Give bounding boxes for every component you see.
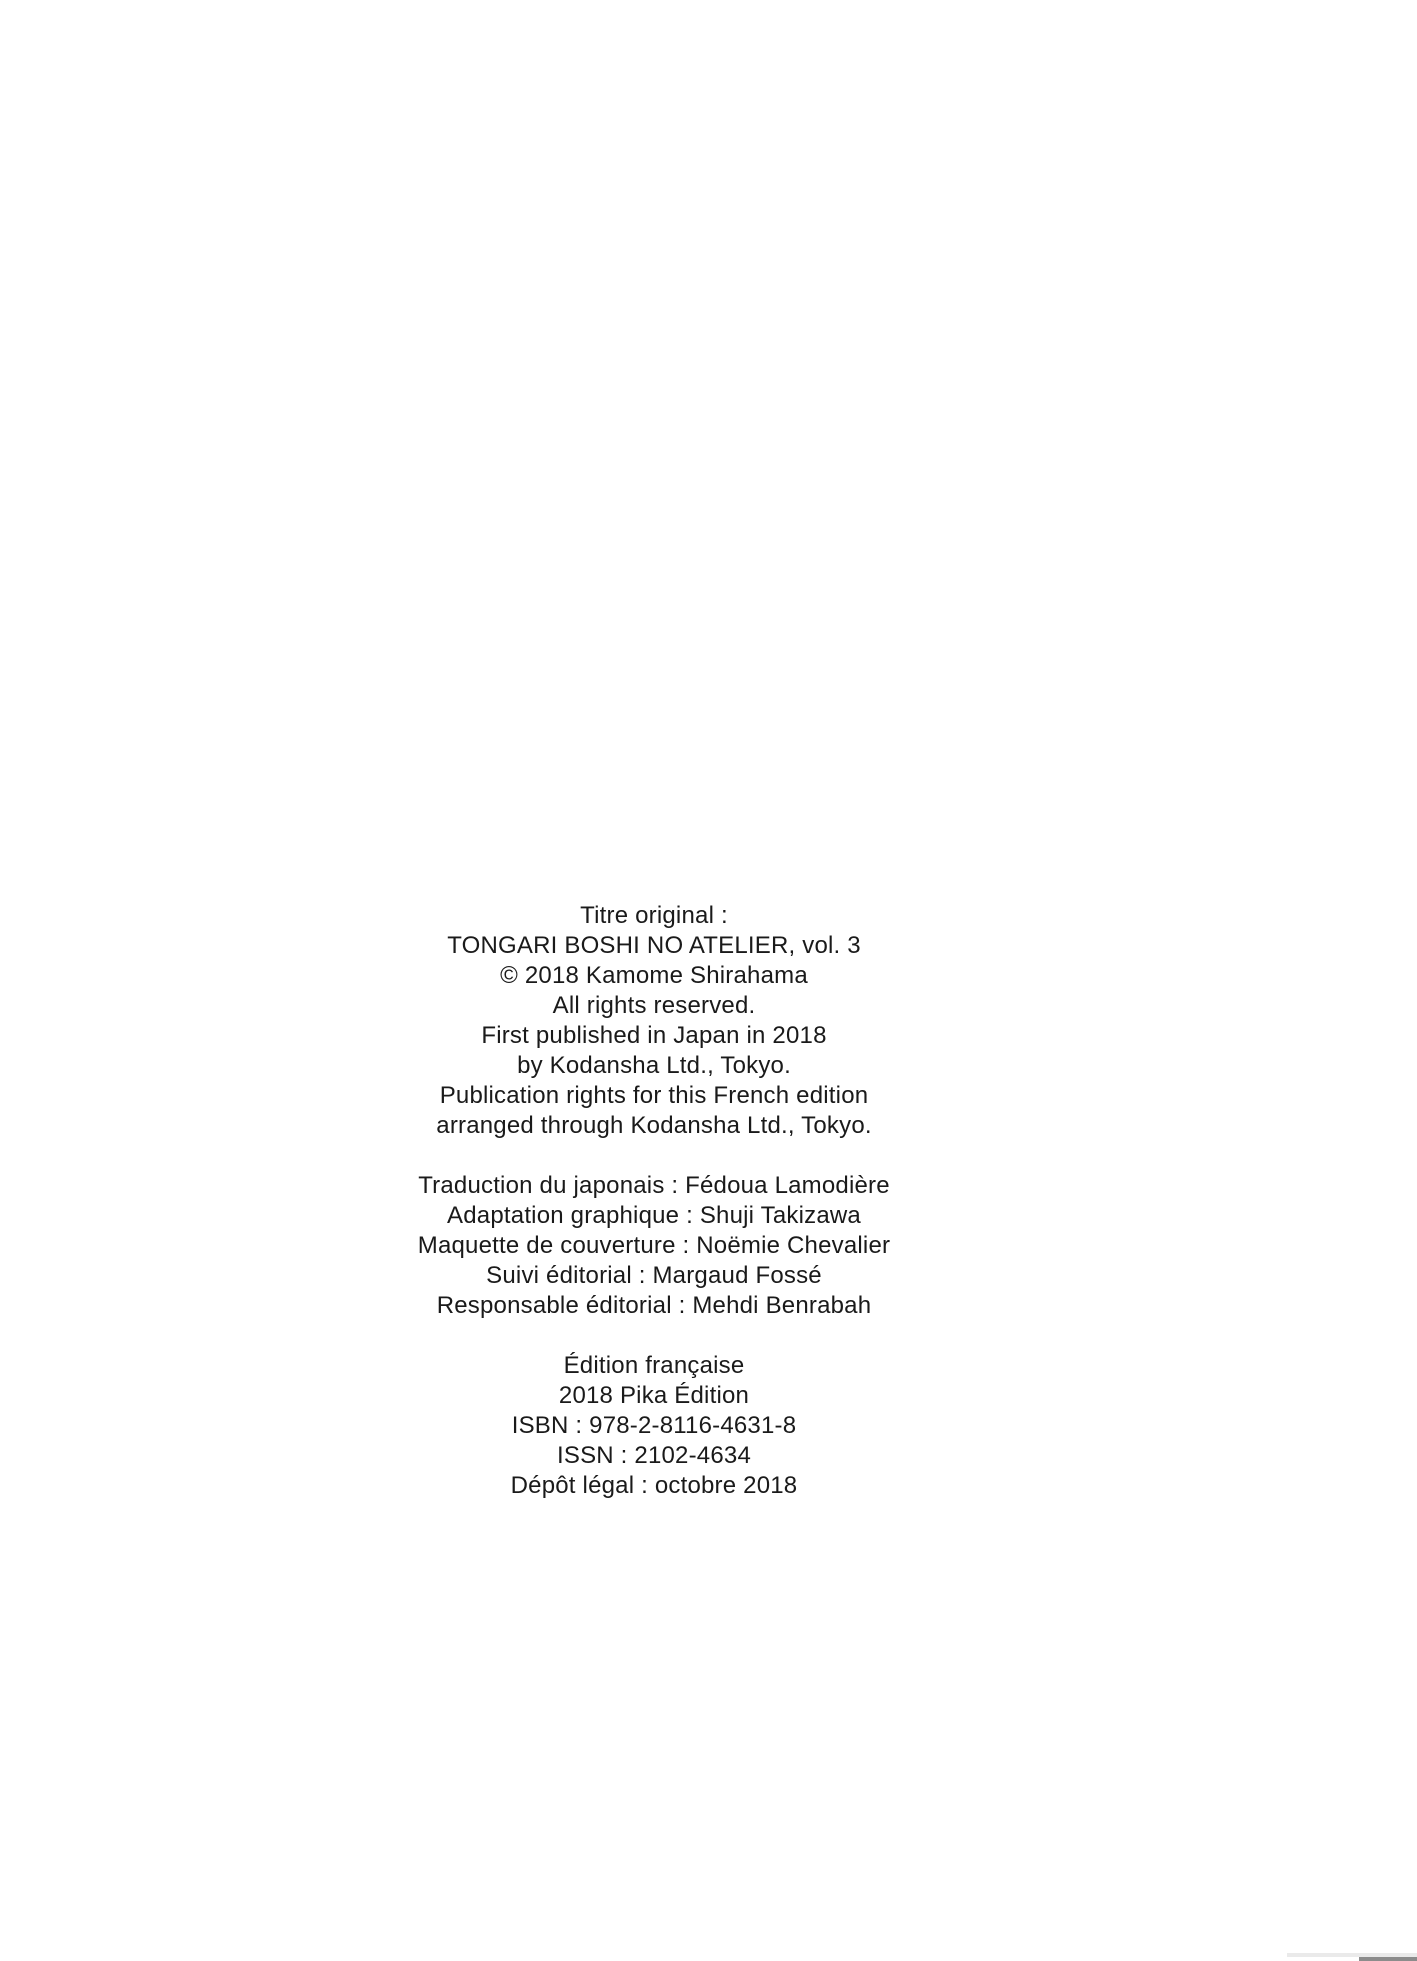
french-edition-block xyxy=(54,1351,1254,1501)
editorial-manager-credit: Responsable éditorial : Mehdi Benrabah xyxy=(436,1292,872,1319)
scan-artifact-dark xyxy=(1359,1957,1417,1961)
first-published-line: First published in Japan in 2018 xyxy=(481,1022,827,1049)
french-credits-block xyxy=(54,1171,1254,1321)
publication-rights-line-2: arranged through Kodansha Ltd., Tokyo. xyxy=(436,1112,872,1139)
issn-line: ISSN : 2102-4634 xyxy=(557,1442,751,1469)
original-rights-block xyxy=(54,901,1254,1141)
graphic-adaptation-credit: Adaptation graphique : Shuji Takizawa xyxy=(447,1202,861,1229)
isbn-line: ISBN : 978-2-8116-4631-8 xyxy=(511,1412,797,1439)
editorial-followup-credit: Suivi éditorial : Margaud Fossé xyxy=(486,1262,822,1289)
copyright-line: © 2018 Kamome Shirahama xyxy=(500,962,808,989)
publication-rights-line-1: Publication rights for this French edition xyxy=(439,1082,869,1109)
french-edition-label: Édition française xyxy=(563,1352,745,1379)
original-title-label: Titre original : xyxy=(580,902,728,929)
translation-credit: Traduction du japonais : Fédoua Lamodière xyxy=(418,1172,890,1199)
colophon-text xyxy=(54,901,1254,1501)
original-title: TONGARI BOSHI NO ATELIER, vol. 3 xyxy=(447,932,861,959)
cover-design-credit: Maquette de couverture : Noëmie Chevalier xyxy=(417,1232,891,1259)
original-publisher-line: by Kodansha Ltd., Tokyo. xyxy=(517,1052,791,1079)
legal-deposit-line: Dépôt légal : octobre 2018 xyxy=(510,1472,798,1499)
publisher-year-line: 2018 Pika Édition xyxy=(558,1382,750,1409)
rights-reserved-line: All rights reserved. xyxy=(552,992,756,1019)
